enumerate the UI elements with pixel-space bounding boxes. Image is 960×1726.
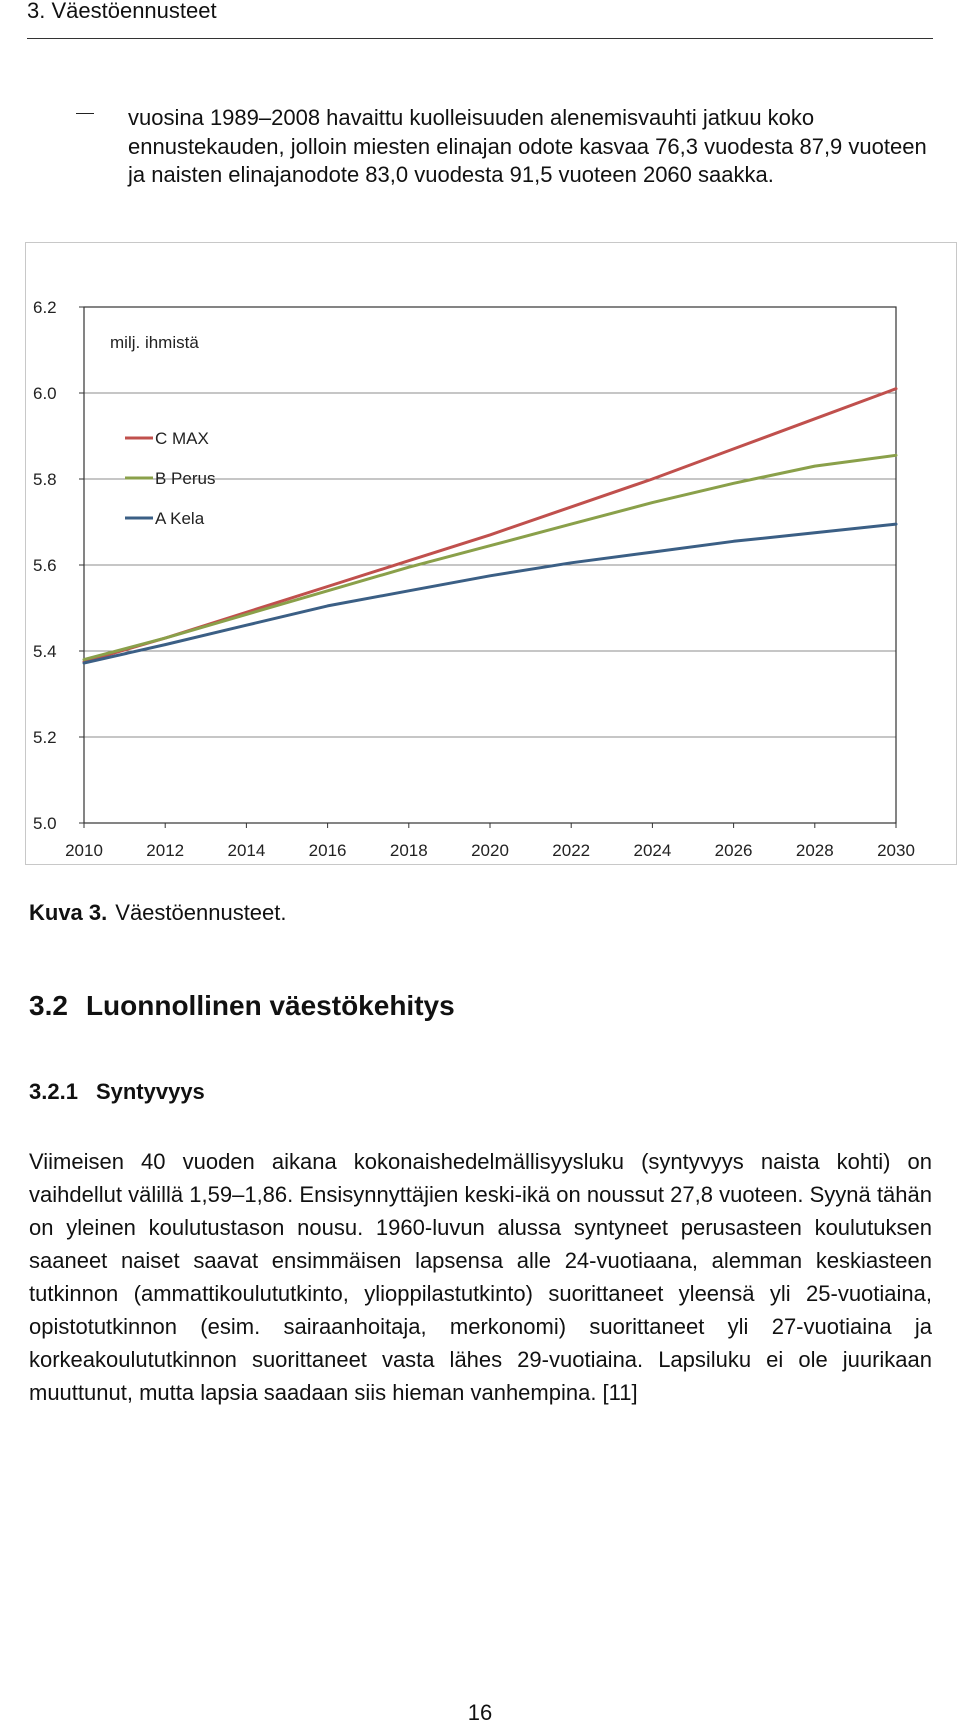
legend-label: B Perus [155, 469, 216, 488]
x-tick-label: 2016 [308, 841, 347, 860]
x-tick-label: 2018 [389, 841, 428, 860]
body-paragraph: Viimeisen 40 vuoden aikana kokonaishedelmällisyysluku (syntyvyys naista kohti) on vaihdellut välillä 1,59–1,86. Ensisynnyttäjien keski-ikä on noussut 27,8 vuoteen. Syynä tähän on yleinen koulutustason nousu. 1960-luvun alussa syntyneet perusasteen koulutuksen saaneet naiset saavat ensimmäisen lapsensa alle 24-vuotiaana, alemman keskiasteen tutkinnon (ammattikoulututkinto, ylioppilastutkinto) suorittaneet yleensä yli 25-vuotiaina, opistotutkinnon (esim. sairaanhoitaja, merkonomi) suorittaneet yli 27-vuotiaina ja korkeakoulututkinnon suorittaneet vasta lähes 29-vuotiaina. Lapsiluku ei ole juurikaan muuttunut, mutta lapsia saadaan siis hieman vanhempina. [11] [29, 1149, 932, 1405]
page-header-title: 3. Väestöennusteet [27, 0, 217, 23]
y-axis-unit-label: milj. ihmistä [110, 333, 199, 352]
population-chart [25, 242, 957, 865]
figure-caption [29, 900, 287, 926]
x-tick-label: 2010 [65, 841, 103, 860]
figure-caption-label: Kuva 3. [29, 900, 108, 925]
y-tick-label: 5.4 [33, 642, 57, 661]
subsection-heading [29, 1079, 205, 1105]
x-tick-label: 2020 [471, 841, 509, 860]
y-tick-label: 5.6 [33, 556, 57, 575]
x-tick-label: 2022 [552, 841, 591, 860]
y-tick-label: 6.2 [33, 298, 57, 317]
y-tick-label: 5.2 [33, 728, 57, 747]
figure-caption-text: Väestöennusteet. [115, 900, 287, 925]
x-tick-label: 2014 [227, 841, 266, 860]
bullet-text: vuosina 1989–2008 havaittu kuolleisuuden alenemisvauhti jatkuu koko ennustekauden, jolloin miesten elinajan odote kasvaa 76,3 vuodesta 87,9 vuoteen ja naisten elinajanodote 83,0 vuodesta 91,5 vuoteen 2060 saakka. [128, 105, 927, 187]
section-title: Luonnollinen väestökehitys [85, 990, 455, 1021]
y-tick-label: 5.8 [33, 470, 57, 489]
y-tick-label: 5.0 [33, 814, 57, 833]
section-number: 3.2 [29, 990, 68, 1021]
subsection-number: 3.2.1 [29, 1079, 78, 1104]
chart-svg [25, 242, 957, 865]
x-tick-label: 2026 [714, 841, 753, 860]
legend-label: C MAX [155, 429, 209, 448]
x-tick-label: 2012 [146, 841, 185, 860]
section-heading [29, 990, 455, 1022]
header-divider [27, 38, 933, 39]
x-tick-label: 2024 [633, 841, 672, 860]
subsection-title: Syntyvyys [95, 1079, 205, 1104]
y-tick-label: 6.0 [33, 384, 57, 403]
page-number: 16 [467, 1700, 493, 1725]
bullet-dash [76, 113, 94, 114]
x-tick-label: 2030 [877, 841, 915, 860]
x-tick-label: 2028 [795, 841, 834, 860]
legend-label: A Kela [155, 509, 205, 528]
